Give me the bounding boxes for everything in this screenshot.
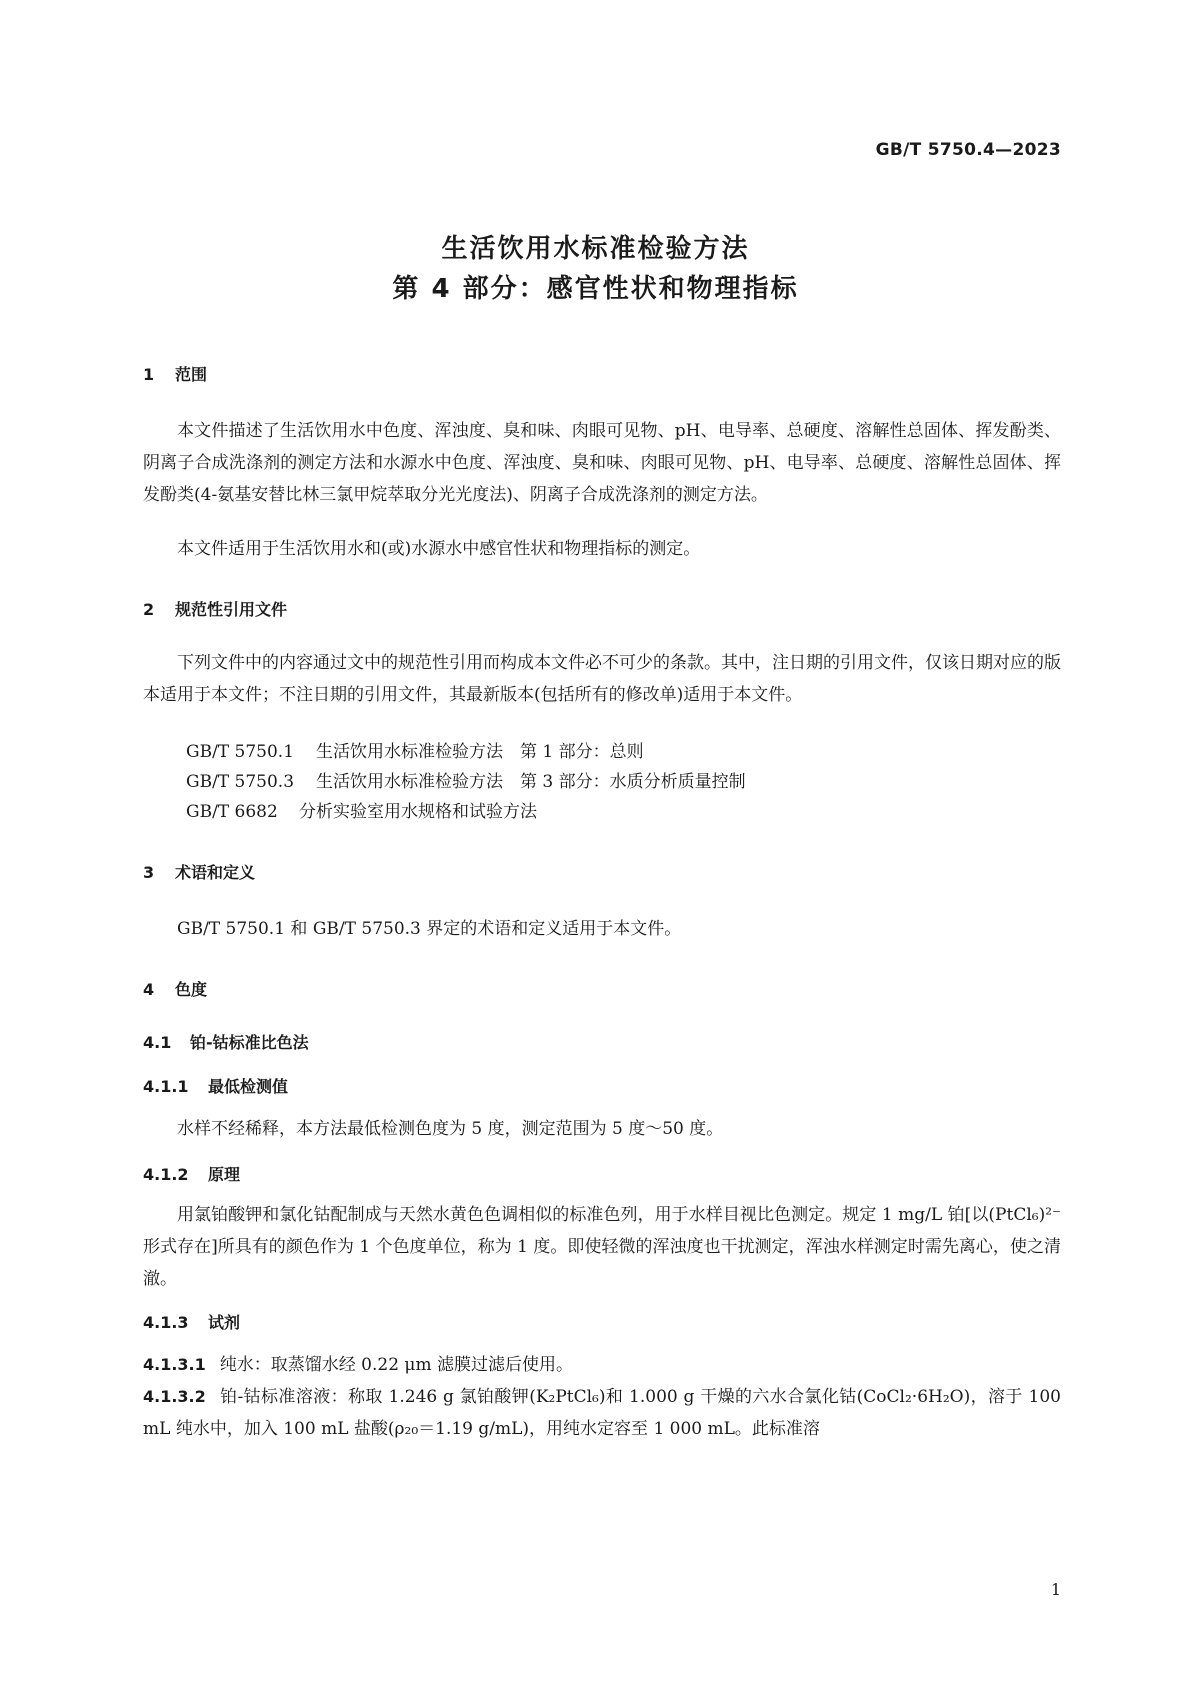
clause-4-1-3-1 xyxy=(143,1349,1061,1381)
detection-limit-paragraph: 水样不经稀释，本方法最低检测色度为 5 度，测定范围为 5 度～50 度。 xyxy=(177,1119,724,1139)
scope-paragraph: 本文件描述了生活饮用水中色度、浑浊度、臭和味、肉眼可见物、pH、电导率、总硬度、溶解性总固体、挥发酚类、阴离子合成洗涤剂的测定方法和水源水中色度、浑浊度、臭和味、肉眼可见物、pH、电导率、总硬度、溶解性总固体、挥发酚类(4-氨基安替比林三氯甲烷萃取分光光度法)、阴离子合成洗涤剂的测定方法。 xyxy=(143,421,1061,505)
section-number: 4.1 xyxy=(143,1033,172,1052)
subsection-heading-4-1 xyxy=(143,1030,309,1053)
section-number: 4.1.2 xyxy=(143,1165,189,1184)
section-title: 规范性引用文件 xyxy=(175,600,288,619)
principle-paragraph: 用氯铂酸钾和氯化钴配制成与天然水黄色色调相似的标准色列，用于水样目视比色测定。规定 1 mg/L 铂[以(PtCl₆)²⁻形式存在]所具有的颜色作为 1 个色度单位，称为 1 度。即使轻微的浑浊度也干扰测定，浑浊水样测定时需先离心，使之清澈。 xyxy=(143,1205,1061,1289)
section-title: 铂-钴标准比色法 xyxy=(190,1033,309,1052)
section-heading-4 xyxy=(143,977,207,1000)
reference-code: GB/T 5750.1 xyxy=(186,742,295,762)
page-number: 1 xyxy=(1050,1580,1061,1599)
references-paragraph: 下列文件中的内容通过文中的规范性引用而构成本文件必不可少的条款。其中，注日期的引用文件，仅该日期对应的版本适用于本文件；不注日期的引用文件，其最新版本(包括所有的修改单)适用于本文件。 xyxy=(143,653,1061,705)
document-number: GB/T 5750.4—2023 xyxy=(875,140,1061,160)
section-number: 3 xyxy=(143,863,155,882)
reference-item xyxy=(186,766,746,798)
reference-code: GB/T 5750.3 xyxy=(186,772,295,792)
section-number: 4.1.3 xyxy=(143,1313,189,1332)
page-title-line2: 第 4 部分：感官性状和物理指标 xyxy=(392,274,799,304)
terms-paragraph: GB/T 5750.1 和 GB/T 5750.3 界定的术语和定义适用于本文件。 xyxy=(177,919,682,939)
subsection-heading-4-1-3 xyxy=(143,1310,240,1333)
reference-title: 生活饮用水标准检验方法 第 1 部分：总则 xyxy=(316,742,644,762)
subsection-heading-4-1-2 xyxy=(143,1162,240,1185)
section-number: 4 xyxy=(143,980,155,999)
section-heading-3 xyxy=(143,860,255,883)
reference-title: 分析实验室用水规格和试验方法 xyxy=(299,802,537,822)
clause-text: 纯水：取蒸馏水经 0.22 μm 滤膜过滤后使用。 xyxy=(219,1355,573,1375)
section-title: 色度 xyxy=(175,980,208,999)
section-title: 试剂 xyxy=(208,1313,241,1332)
clause-4-1-3-2 xyxy=(143,1381,1061,1445)
section-title: 原理 xyxy=(208,1165,241,1184)
section-title: 最低检测值 xyxy=(208,1077,289,1096)
section-heading-1 xyxy=(143,362,207,385)
reference-code: GB/T 6682 xyxy=(186,802,278,822)
clause-text: 铂-钴标准溶液：称取 1.246 g 氯铂酸钾(K₂PtCl₆)和 1.000 g 干燥的六水合氯化钴(CoCl₂·6H₂O)，溶于 100 mL 纯水中，加入 100 mL 盐酸(ρ₂₀＝1.19 g/mL)，用纯水定容至 1 000 mL。此标准溶 xyxy=(143,1387,1061,1439)
section-number: 2 xyxy=(143,600,155,619)
reference-item xyxy=(186,736,644,768)
section-title: 术语和定义 xyxy=(175,863,256,882)
clause-number: 4.1.3.2 xyxy=(143,1387,206,1406)
section-heading-2 xyxy=(143,597,287,620)
subsection-heading-4-1-1 xyxy=(143,1074,288,1097)
clause-number: 4.1.3.1 xyxy=(143,1355,206,1374)
page-title-line1: 生活饮用水标准检验方法 xyxy=(441,234,750,264)
section-title: 范围 xyxy=(175,365,208,384)
reference-title: 生活饮用水标准检验方法 第 3 部分：水质分析质量控制 xyxy=(316,772,746,792)
reference-item xyxy=(186,796,537,828)
scope-applicability: 本文件适用于生活饮用水和(或)水源水中感官性状和物理指标的测定。 xyxy=(177,539,701,559)
section-number: 1 xyxy=(143,365,155,384)
section-number: 4.1.1 xyxy=(143,1077,189,1096)
